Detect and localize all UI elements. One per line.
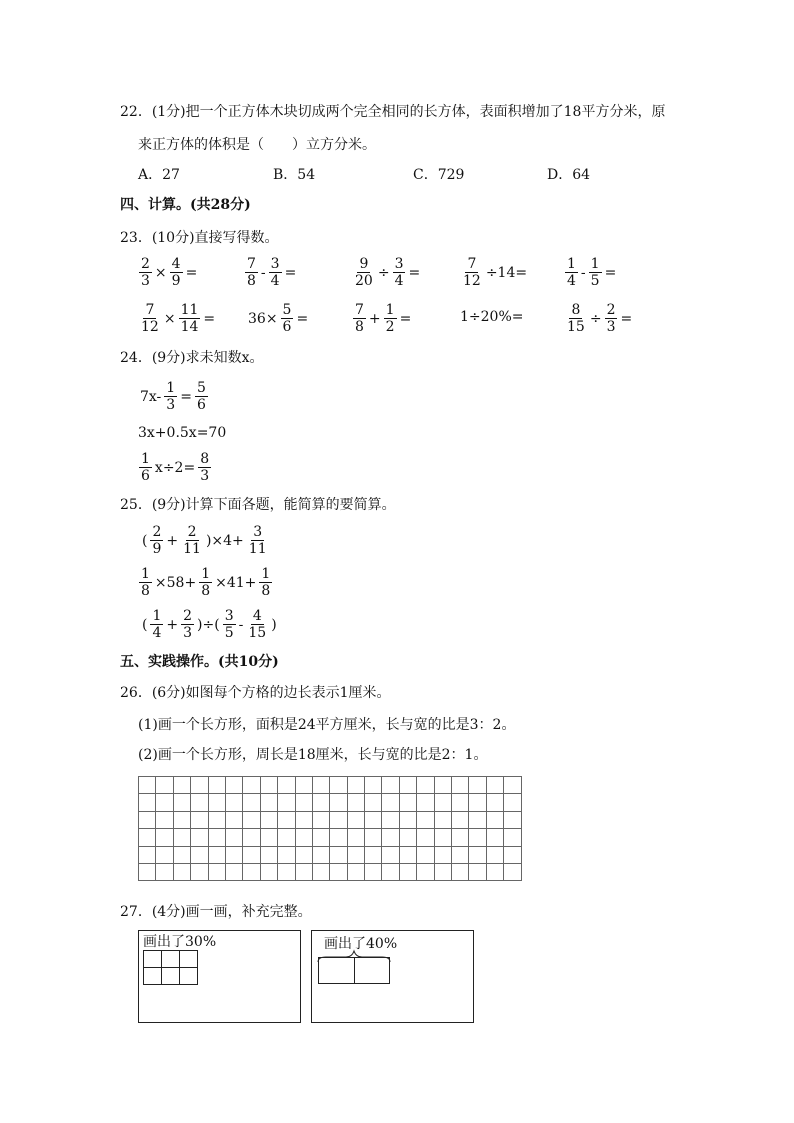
grid-cell[interactable] [278,811,295,828]
grid-cell[interactable] [156,846,173,863]
section5-title: 五、实践操作。(共10分) [120,654,279,670]
grid-cell[interactable] [399,863,416,880]
q22-line2: 来正方体的体积是（ ）立方分米。 [138,137,376,153]
grid-cell[interactable] [382,811,399,828]
box2-label: 画出了40% [324,936,398,952]
grid-cell[interactable] [504,777,521,794]
grid-row [139,846,522,863]
q22-option-d[interactable]: D．64 [547,167,591,183]
grid-cell[interactable] [295,811,312,828]
q26-part1: (1)画一个长方形，面积是24平方厘米，长与宽的比是3：2。 [138,717,516,733]
grid-cell[interactable] [243,777,260,794]
grid-cell[interactable] [382,777,399,794]
grid-cell[interactable] [434,863,451,880]
grid-cell[interactable] [469,794,486,811]
grid-cell[interactable] [382,794,399,811]
grid-cell[interactable] [347,863,364,880]
grid-cell[interactable] [278,794,295,811]
grid-cell[interactable] [347,829,364,846]
grid-cell[interactable] [417,863,434,880]
grid-cell[interactable] [173,811,190,828]
grid-cell[interactable] [469,811,486,828]
grid-cell[interactable] [191,811,208,828]
grid-cell[interactable] [452,777,469,794]
q24-eq3: $\frac{1}{6}$ x÷2= $\frac{8}{3}$ [141,451,210,484]
grid-cell[interactable] [225,777,242,794]
section4-title: 四、计算。(共28分) [120,197,251,213]
grid-cell[interactable] [208,777,225,794]
grid-cell[interactable] [486,846,503,863]
grid-cell[interactable] [382,846,399,863]
grid-cell[interactable] [173,777,190,794]
grid-cell[interactable] [278,777,295,794]
grid-cell[interactable] [173,846,190,863]
grid-cell[interactable] [469,846,486,863]
q24-eq1: 7x- $\frac{1}{3}$ = $\frac{5}{6}$ [140,380,206,413]
grid-cell[interactable] [156,829,173,846]
grid-cell[interactable] [399,829,416,846]
grid-cell[interactable] [469,829,486,846]
grid-cell[interactable] [156,863,173,880]
grid-cell[interactable] [486,829,503,846]
grid-cell[interactable] [156,811,173,828]
grid-cell[interactable] [260,811,277,828]
grid-cell[interactable] [260,846,277,863]
grid-cell[interactable] [347,811,364,828]
q23-r2-e1: $\frac{7}{12}$ × $\frac{11}{14}$ = [141,302,216,335]
q25-title: 25．(9分)计算下面各题，能简算的要简算。 [120,497,396,513]
grid-cell[interactable] [312,829,329,846]
grid-cell[interactable] [191,846,208,863]
grid-cell[interactable] [452,829,469,846]
grid-cell[interactable] [243,863,260,880]
grid-cell[interactable] [191,829,208,846]
q23-r2-e3: $\frac{7}{8}$ + $\frac{1}{2}$ = [355,302,412,335]
grid-cell[interactable] [208,811,225,828]
grid-cell[interactable] [365,794,382,811]
grid-cell[interactable] [225,829,242,846]
grid-cell[interactable] [191,863,208,880]
grid-cell[interactable] [365,777,382,794]
grid-cell[interactable] [504,794,521,811]
grid-cell[interactable] [243,846,260,863]
grid-cell[interactable] [330,829,347,846]
grid-cell[interactable] [295,794,312,811]
grid-cell[interactable] [278,829,295,846]
grid-cell[interactable] [434,811,451,828]
q24-title: 24．(9分)求未知数x。 [120,350,264,366]
figure-box-1 [138,930,301,1023]
box1-label: 画出了30% [143,934,217,950]
grid-cell[interactable] [260,777,277,794]
grid-cell[interactable] [156,777,173,794]
drawing-grid[interactable] [138,776,522,881]
q23-r1-e1: $\frac{2}{3}$ × $\frac{4}{9}$ = [141,256,198,289]
grid-cell[interactable] [469,777,486,794]
grid-cell[interactable] [434,829,451,846]
grid-cell[interactable] [417,794,434,811]
grid-cell[interactable] [139,794,156,811]
grid-cell[interactable] [486,811,503,828]
grid-cell[interactable] [330,777,347,794]
grid-row [139,811,522,828]
grid-cell[interactable] [365,863,382,880]
grid-cell[interactable] [139,811,156,828]
q23-r2-e4: 1÷20%= [460,309,524,325]
grid-cell[interactable] [295,863,312,880]
box2-brace-figure [316,949,392,989]
grid-cell[interactable] [504,863,521,880]
grid-cell[interactable] [486,794,503,811]
grid-cell[interactable] [191,777,208,794]
grid-cell[interactable] [347,794,364,811]
grid-cell[interactable] [260,794,277,811]
grid-cell[interactable] [504,846,521,863]
grid-cell[interactable] [417,829,434,846]
grid-cell[interactable] [208,846,225,863]
q22-option-b[interactable]: B．54 [273,167,316,183]
grid-cell[interactable] [243,811,260,828]
grid-cell[interactable] [225,846,242,863]
q23-r1-e2: $\frac{7}{8}$ - $\frac{3}{4}$ = [247,256,297,289]
grid-cell[interactable] [330,794,347,811]
q23-r2-e2: 36× $\frac{5}{6}$ = [248,302,309,335]
q23-r1-e5: $\frac{1}{4}$ - $\frac{1}{5}$ = [567,256,617,289]
grid-cell[interactable] [417,811,434,828]
grid-cell[interactable] [452,811,469,828]
grid-cell[interactable] [399,794,416,811]
grid-cell[interactable] [382,829,399,846]
q22-option-c[interactable]: C．729 [413,167,465,183]
q23-title: 23．(10分)直接写得数。 [120,230,279,246]
grid-cell[interactable] [330,863,347,880]
grid-cell[interactable] [278,846,295,863]
grid-cell[interactable] [330,846,347,863]
grid-cell[interactable] [312,811,329,828]
grid-cell[interactable] [399,811,416,828]
grid-cell[interactable] [452,863,469,880]
grid-cell[interactable] [295,829,312,846]
grid-cell[interactable] [312,846,329,863]
q23-r1-e3: $\frac{9}{20}$ ÷ $\frac{3}{4}$ = [355,256,421,289]
grid-cell[interactable] [347,777,364,794]
grid-cell[interactable] [208,829,225,846]
q24-eq2: 3x+0.5x=70 [138,425,227,441]
grid-cell[interactable] [278,863,295,880]
q25-e3: ( $\frac{1}{4}$ + $\frac{2}{3}$ )÷( $\frac{3}{5}$ - $\frac{4}{15}$ ) [142,608,277,641]
grid-cell[interactable] [452,794,469,811]
grid-cell[interactable] [225,863,242,880]
grid-cell[interactable] [295,777,312,794]
grid-cell[interactable] [434,777,451,794]
grid-cell[interactable] [191,794,208,811]
grid-cell[interactable] [139,777,156,794]
grid-cell[interactable] [417,777,434,794]
grid-cell[interactable] [504,811,521,828]
grid-cell[interactable] [504,829,521,846]
grid-cell[interactable] [434,794,451,811]
grid-cell[interactable] [208,794,225,811]
grid-cell[interactable] [347,846,364,863]
grid-cell[interactable] [312,863,329,880]
grid-cell[interactable] [399,777,416,794]
q25-e2: $\frac{1}{8}$ ×58+ $\frac{1}{8}$ ×41+ $\frac{1}{8}$ [141,566,271,599]
q23-r2-e5: $\frac{8}{15}$ ÷ $\frac{2}{3}$ = [567,302,633,335]
grid-cell[interactable] [365,829,382,846]
q26-title: 26．(6分)如图每个方格的边长表示1厘米。 [120,685,391,701]
grid-cell[interactable] [365,811,382,828]
grid-cell[interactable] [260,863,277,880]
grid-cell[interactable] [139,829,156,846]
grid-cell[interactable] [139,846,156,863]
grid-cell[interactable] [486,863,503,880]
grid-cell[interactable] [452,846,469,863]
grid-cell[interactable] [173,829,190,846]
grid-cell[interactable] [295,846,312,863]
grid-cell[interactable] [486,777,503,794]
box1-rectangle-figure [143,950,203,986]
grid-cell[interactable] [173,794,190,811]
grid-row [139,794,522,811]
grid-cell[interactable] [382,863,399,880]
grid-cell[interactable] [243,829,260,846]
grid-cell[interactable] [434,846,451,863]
grid-cell[interactable] [225,811,242,828]
q27-title: 27．(4分)画一画，补充完整。 [120,904,312,920]
grid-cell[interactable] [173,863,190,880]
grid-cell[interactable] [417,846,434,863]
figure-box-2 [311,930,474,1023]
grid-cell[interactable] [243,794,260,811]
grid-cell[interactable] [312,794,329,811]
grid-cell[interactable] [312,777,329,794]
grid-row [139,777,522,794]
grid-cell[interactable] [365,846,382,863]
grid-cell[interactable] [156,794,173,811]
grid-cell[interactable] [260,829,277,846]
grid-cell[interactable] [399,846,416,863]
q22-line1: 22．(1分)把一个正方体木块切成两个完全相同的长方体，表面积增加了18平方分米，原 [120,104,666,120]
grid-cell[interactable] [208,863,225,880]
q23-r1-e4: $\frac{7}{12}$ ÷14= [463,256,528,289]
grid-row [139,863,522,880]
grid-row [139,829,522,846]
grid-cell[interactable] [469,863,486,880]
q26-part2: (2)画一个长方形，周长是18厘米，长与宽的比是2：1。 [138,747,488,763]
grid-cell[interactable] [330,811,347,828]
q22-option-a[interactable]: A．27 [138,167,180,183]
grid-cell[interactable] [225,794,242,811]
q25-e1: ( $\frac{2}{9}$ + $\frac{2}{11}$ )×4+ $\frac{3}{11}$ [142,524,267,557]
grid-cell[interactable] [139,863,156,880]
